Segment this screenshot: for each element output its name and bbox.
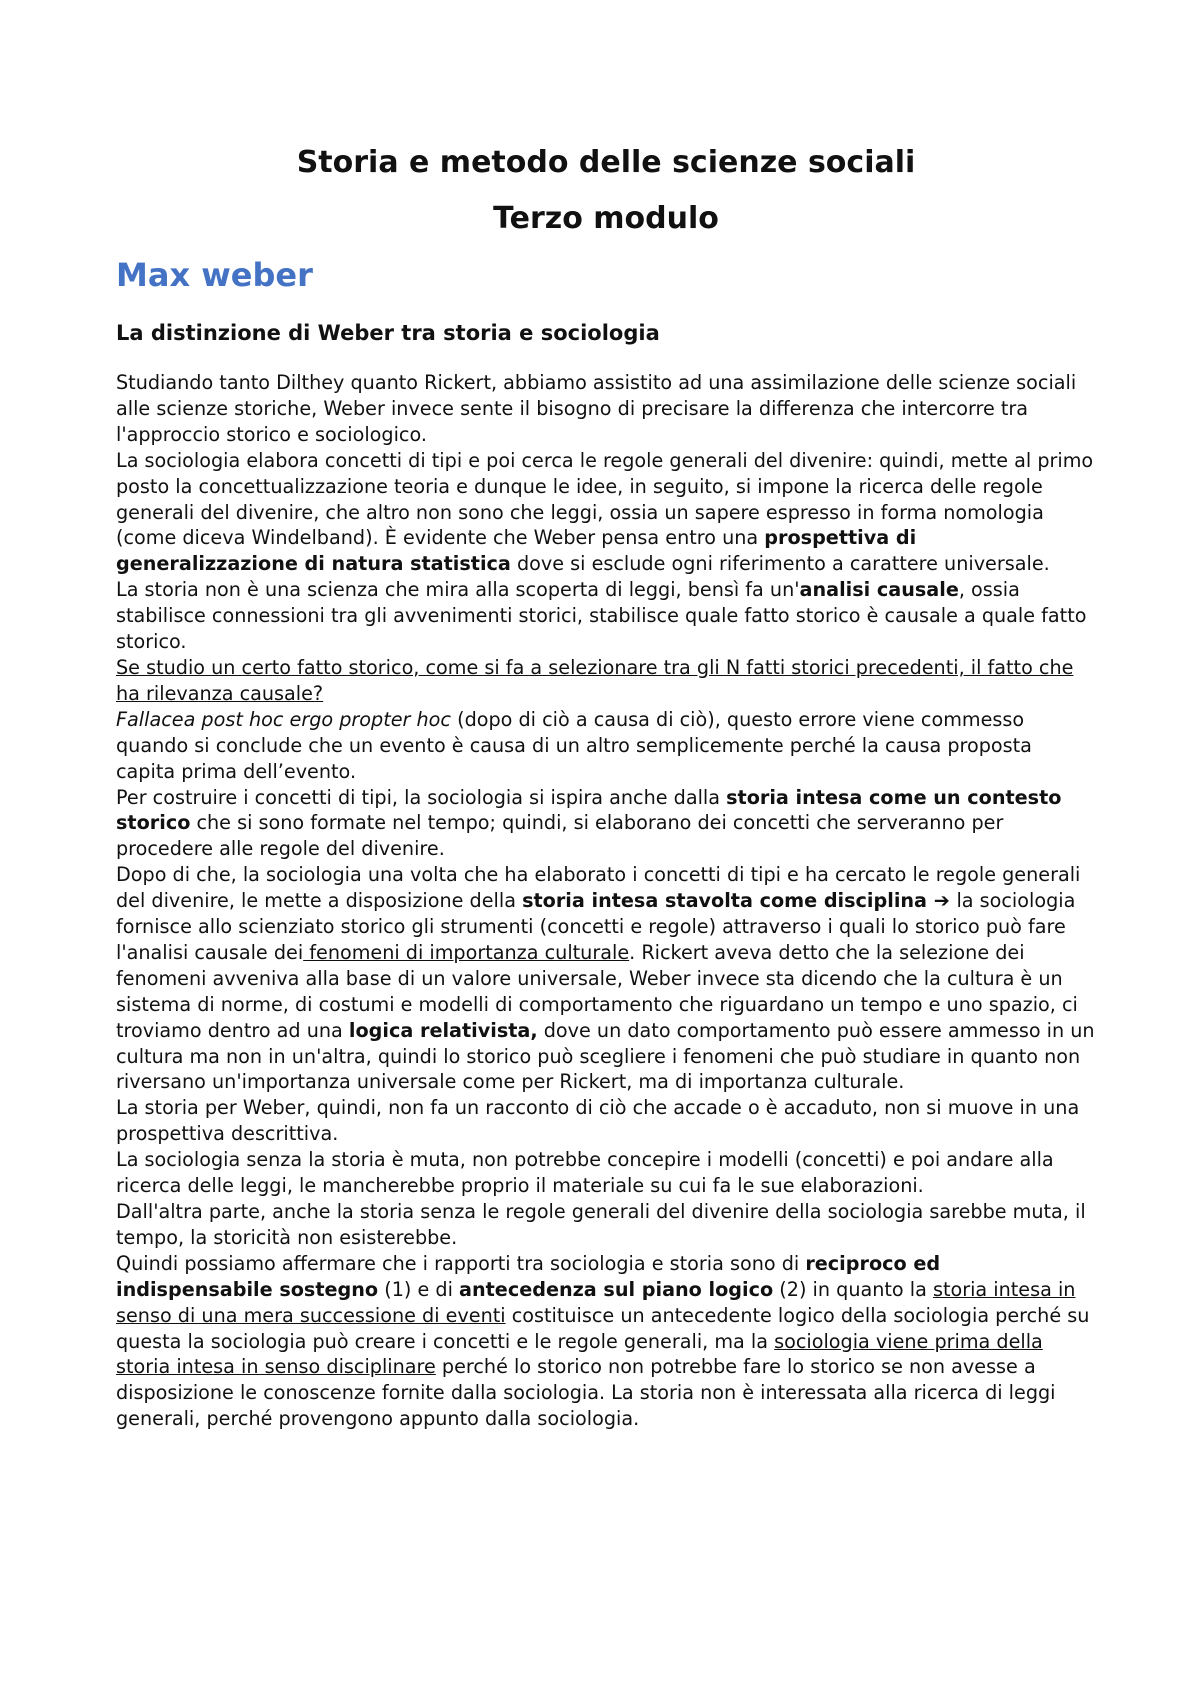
text-run: storia intesa come un contesto storico (116, 785, 1062, 835)
text-run: dove un dato comportamento può essere ammesso in un cultura ma non in un'altra, quindi lo storico può scegliere i fenomeni che può studiare in quanto non riversano un'importanza universale come per Rickert, ma di importanza culturale. (116, 1018, 1095, 1094)
paragraph (116, 448, 1096, 578)
text-run: La sociologia elabora concetti di tipi e poi cerca le regole generali del divenire: quindi, mette al primo posto la concettualizzazione teoria e dunque le idee, in seguito, si impone la ricerca delle regole generali del divenire, che altro non sono che leggi, ossia un sapere espresso in forma nomologia (come diceva Windelband). È evidente che Weber pensa entro una (116, 448, 1094, 550)
paragraph (116, 862, 1096, 1095)
text-run: la sociologia fornisce allo scienziato storico gli strumenti (concetti e regole) attraverso i quali lo storico può fare l'analisi causale dei (116, 889, 1076, 964)
text-run: Quindi possiamo affermare che i rapporti tra sociologia e storia sono di (116, 1251, 806, 1275)
text-run: prospettiva di generalizzazione di natura statistica (116, 526, 917, 576)
text-run: che si sono formate nel tempo; quindi, si elaborano dei concetti che serveranno per procedere alle regole del divenire. (116, 811, 1004, 861)
text-run: Se studio un certo fatto storico, come si fa a selezionare tra gli N fatti storici precedenti, il fatto che ha rilevanza causale? (116, 655, 1074, 705)
text-run: La storia non è una scienza che mira alla scoperta di leggi, bensì fa un' (116, 578, 800, 602)
document-subtitle: Terzo modulo (493, 201, 719, 236)
body-text (116, 370, 1096, 1432)
text-run: (dopo di ciò a causa di ciò), questo errore viene commesso quando si conclude che un evento è causa di un altro semplicemente perché la causa proposta capita prima dell’evento. (116, 707, 1032, 783)
text-run: La sociologia senza la storia è muta, non potrebbe concepire i modelli (concetti) e poi andare alla ricerca delle leggi, le mancherebbe proprio il materiale su cui fa le sue elaborazioni. (116, 1148, 1054, 1198)
text-run: , ossia stabilisce connessioni tra gli avvenimenti storici, stabilisce quale fatto storico è causale a quale fatto storico. (116, 578, 1087, 654)
text-run: perché lo storico non potrebbe fare lo storico se non avesse a disposizione le conoscenze fornite dalla sociologia. La storia non è interessata alla ricerca di leggi generali, perché provengono appunto dalla sociologia. (116, 1355, 1056, 1431)
document-title: Storia e metodo delle scienze sociali (296, 145, 916, 180)
paragraph (116, 655, 1096, 707)
text-run: ➔ (927, 889, 957, 913)
document-page (116, 140, 1096, 1432)
paragraph (116, 1147, 1096, 1199)
text-run: Dall'altra parte, anche la storia senza le regole generali del divenire della sociologia sarebbe muta, il tempo, la storicità non esisterebbe. (116, 1200, 1086, 1249)
paragraph (116, 370, 1096, 448)
text-run: Fallacea post hoc ergo propter hoc (116, 707, 451, 731)
text-run: fenomeni di importanza culturale (303, 940, 630, 964)
text-run: antecedenza sul piano logico (459, 1277, 774, 1301)
text-run: . Rickert aveva detto che la selezione dei fenomeni avveniva alla base di un valore universale, Weber invece sta dicendo che la cultura è un sistema di norme, di costumi e modelli di comportamento che riguardano un tempo e uno spazio, ci troviamo dentro ad una (116, 940, 1078, 1042)
text-run: Dopo di che, la sociologia una volta che ha elaborato i concetti di tipi e ha cercato le regole generali del divenire, le mette a disposizione della (116, 863, 1081, 913)
paragraph (116, 1251, 1096, 1432)
text-run: dove si esclude ogni riferimento a carattere universale. (510, 552, 1050, 576)
text-run: (1) e di (378, 1277, 460, 1301)
heading-max-weber: Max weber (116, 256, 313, 294)
text-run: Per costruire i concetti di tipi, la sociologia si ispira anche dalla (116, 785, 727, 809)
text-run: La storia per Weber, quindi, non fa un racconto di ciò che accade o è accaduto, non si muove in una prospettiva descrittiva. (116, 1096, 1080, 1146)
paragraph (116, 1199, 1096, 1251)
text-run: reciproco ed indispensabile sostegno (116, 1251, 941, 1301)
paragraph (116, 577, 1096, 655)
paragraph (116, 785, 1096, 863)
text-run: costituisce un antecedente logico della sociologia perché su questa la sociologia può creare i concetti e le regole generali, ma la (116, 1303, 1090, 1353)
text-run: Studiando tanto Dilthey quanto Rickert, abbiamo assistito ad una assimilazione delle scienze sociali alle scienze storiche, Weber invece sente il bisogno di precisare la differenza che intercorre tra l'approccio storico e sociologico. (116, 371, 1077, 446)
text-run: sociologia viene prima della storia intesa in senso disciplinare (116, 1329, 1043, 1379)
text-run: analisi causale (799, 578, 959, 602)
paragraph (116, 707, 1096, 785)
section-heading: La distinzione di Weber tra storia e sociologia (116, 321, 660, 345)
paragraph (116, 1095, 1096, 1147)
text-run: storia intesa stavolta come disciplina (522, 889, 928, 913)
text-run: logica relativista, (348, 1018, 538, 1042)
text-run: (2) in quanto la (773, 1277, 933, 1301)
text-run: storia intesa in senso di una mera successione di eventi (116, 1277, 1076, 1327)
